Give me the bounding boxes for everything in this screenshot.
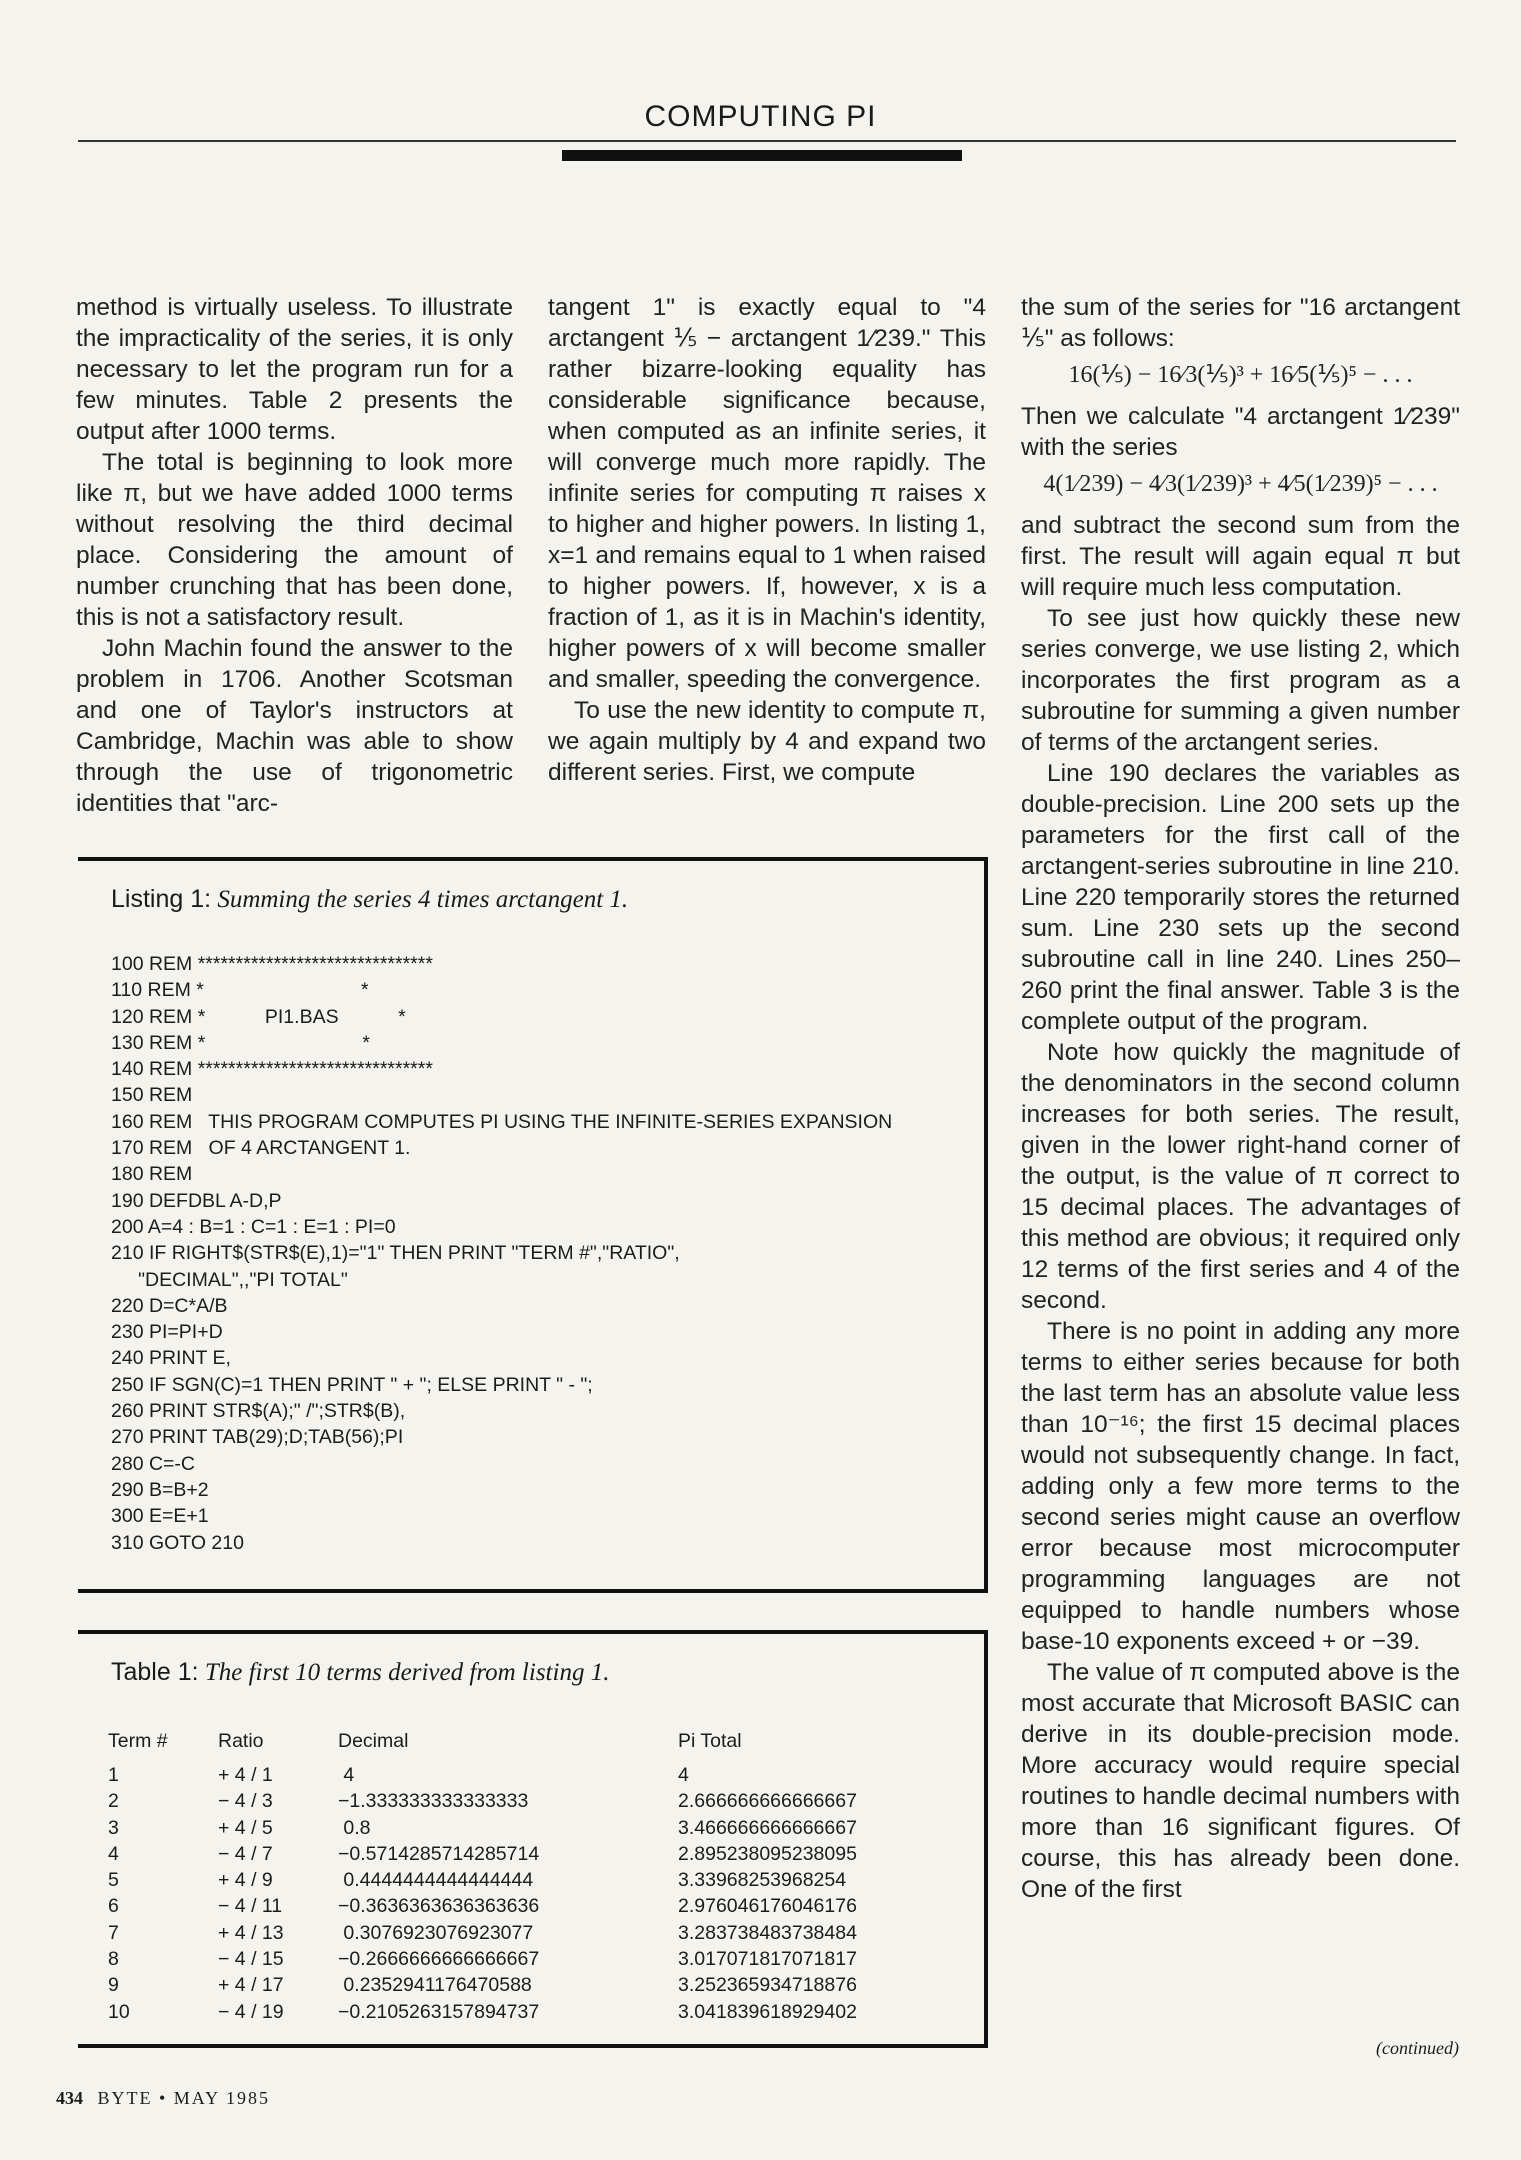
paragraph: Note how quickly the magnitude of the denominators in the second column increases for both series. The result, given in the lower right-hand corner of the output, is the value of π correct to 15 decimal places. The advantages of this method are obvious; it required only 12 terms of the first series and 4 of the second. [1021, 1039, 1460, 1314]
table-cell: 8 [108, 1948, 119, 1971]
paragraph: There is no point in adding any more terms to either series because for both the last term has an absolute value less than 10⁻¹⁶; the first 15 decimal places would not subsequently change. In fact, adding only a few more terms to the second series might cause an overflow error because most microcomputer programming languages are not equipped to handle numbers whose base-10 exponents exceed + or −39. [1021, 1318, 1460, 1655]
table-row [108, 1790, 968, 1816]
paragraph: To use the new identity to compute π, we again multiply by 4 and expand two different series. First, we compute [548, 697, 986, 786]
column-header: Term # [108, 1730, 168, 1752]
table-cell: 1 [108, 1764, 119, 1786]
code-line: "DECIMAL",,"PI TOTAL" [111, 1268, 348, 1291]
listing-caption [111, 885, 628, 914]
continued-note: (continued) [1376, 2038, 1459, 2058]
paragraph: Line 190 declares the variables as double-precision. Line 200 sets up the parameters for the first call of the arctangent-series subroutine in line 210. Line 220 temporarily stores the returned sum. Line 230 sets up the second subroutine call in line 240. Lines 250–260 print the final answer. Table 3 is the complete output of the program. [1021, 760, 1460, 1035]
table-row [108, 1817, 968, 1843]
paragraph: John Machin found the answer to the problem in 1706. Another Scotsman and one of Taylor's instructors at Cambridge, Machin was able to show through the use of trigonometric identities that "arc- [76, 635, 513, 817]
table-cell: 3.017071817071817 [678, 1948, 857, 1971]
table-cell: + 4 / 17 [218, 1974, 284, 1997]
code-line: 300 E=E+1 [111, 1505, 209, 1528]
table-cell: − 4 / 15 [218, 1948, 284, 1971]
code-line: 150 REM [111, 1084, 193, 1107]
text-column-1 [76, 292, 513, 819]
data-table [108, 1730, 968, 2027]
table-cell: 3.33968253968254 [678, 1869, 847, 1892]
equation: 4(1⁄239) − 4⁄3(1⁄239)³ + 4⁄5(1⁄239)⁵ − . . . [1043, 471, 1438, 497]
code-line: 280 C=-C [111, 1452, 195, 1475]
header-rule [78, 140, 1456, 142]
table-cell: 10 [108, 2000, 130, 2023]
table-cell: + 4 / 9 [218, 1869, 273, 1892]
paragraph: tangent 1" is exactly equal to "4 arctangent ⅕ − arctangent 1⁄239." This rather bizarre-looking equality has considerable significance because, when computed as an infinite series, it will converge much more rapidly. The infinite series for computing π raises x to higher and higher powers. In listing 1, x=1 and remains equal to 1 when raised to higher powers. If, however, x is a fraction of 1, as it is in Machin's identity, higher powers of x will become smaller and smaller, speeding the convergence. [548, 294, 986, 693]
table-cell: 3.041839618929402 [678, 2000, 857, 2023]
code-line: 130 REM * * [111, 1031, 370, 1054]
code-line: 310 GOTO 210 [111, 1531, 244, 1554]
table-cell: −0.2105263157894737 [338, 2000, 540, 2023]
table-row [108, 1922, 968, 1948]
code-listing [111, 951, 892, 1556]
code-line: 170 REM OF 4 ARCTANGENT 1. [111, 1137, 411, 1160]
code-line: 200 A=4 : B=1 : C=1 : E=1 : PI=0 [111, 1215, 396, 1238]
page-footer [56, 2088, 270, 2109]
table-cell: 0.2352941176470588 [338, 1974, 532, 1997]
table-body [108, 1764, 968, 2027]
table-cell: 2.666666666666667 [678, 1790, 857, 1813]
listing-box [78, 857, 988, 1593]
paragraph: method is virtually useless. To illustrate the impracticality of the series, it is only necessary to let the program run for a few minutes. Table 2 presents the output after 1000 terms. [76, 294, 513, 445]
table-cell: 4 [108, 1842, 119, 1865]
code-line: 180 REM [111, 1163, 193, 1186]
text-column-2 [548, 292, 986, 788]
code-line: 240 PRINT E, [111, 1347, 231, 1370]
table-cell: + 4 / 1 [218, 1764, 273, 1786]
code-line: 140 REM ******************************* [111, 1058, 433, 1081]
paragraph: Then we calculate "4 arctangent 1⁄239" with the series [1021, 403, 1460, 461]
table-row [108, 1764, 968, 1790]
table-cell: 4 [338, 1764, 355, 1786]
code-line: 110 REM * * [111, 979, 369, 1002]
code-line: 260 PRINT STR$(A);" /";STR$(B), [111, 1400, 406, 1423]
table-row [108, 1869, 968, 1895]
table-row [108, 1948, 968, 1974]
table-cell: 3.283738483738484 [678, 1921, 857, 1944]
magazine-info: BYTE • MAY 1985 [97, 2088, 270, 2108]
table-cell: 7 [108, 1921, 119, 1944]
page-title: COMPUTING PI [644, 100, 877, 133]
listing-title: Summing the series 4 times arctangent 1. [217, 886, 629, 913]
column-header: Ratio [218, 1730, 264, 1752]
table-cell: −1.333333333333333 [338, 1790, 529, 1813]
code-line: 100 REM ******************************* [111, 953, 433, 975]
table-cell: −0.3636363636363636 [338, 1895, 540, 1918]
paragraph: To see just how quickly these new series converge, we use listing 2, which incorporates the first program as a subroutine for summing a given number of terms of the arctangent series. [1021, 605, 1460, 756]
table-cell: 0.4444444444444444 [338, 1869, 534, 1892]
paragraph: and subtract the second sum from the first. The result will again equal π but will require much less computation. [1021, 512, 1460, 601]
table-row [108, 1974, 968, 2000]
table-row [108, 1843, 968, 1869]
table-title: The first 10 terms derived from listing 1. [204, 1659, 610, 1686]
table-cell: + 4 / 5 [218, 1816, 273, 1839]
column-header: Pi Total [678, 1730, 742, 1752]
table-cell: 4 [678, 1764, 689, 1786]
table-cell: 3.466666666666667 [678, 1816, 857, 1839]
code-line: 160 REM THIS PROGRAM COMPUTES PI USING THE INFINITE-SERIES EXPANSION [111, 1110, 893, 1133]
code-line: 290 B=B+2 [111, 1478, 209, 1501]
table-cell: 0.3076923076923077 [338, 1921, 534, 1944]
paragraph: The total is beginning to look more like π, but we have added 1000 terms without resolving the third decimal place. Considering the amount of number crunching that has been done, this is not a satisfactory result. [76, 449, 513, 631]
table-cell: 3 [108, 1816, 119, 1839]
table-cell: − 4 / 19 [218, 2000, 284, 2023]
paragraph: the sum of the series for "16 arctangent ⅕" as follows: [1021, 294, 1460, 352]
paragraph: The value of π computed above is the most accurate that Microsoft BASIC can derive in its double-precision mode. More accuracy would require special routines to handle decimal numbers with more than 16 significant figures. Of course, this has already been done. One of the first [1021, 1659, 1460, 1903]
table-cell: + 4 / 13 [218, 1921, 284, 1944]
code-line: 230 PI=PI+D [111, 1321, 223, 1344]
table-cell: 9 [108, 1974, 119, 1997]
table-cell: −0.2666666666666667 [338, 1948, 540, 1971]
code-line: 220 D=C*A/B [111, 1294, 228, 1317]
table-cell: 5 [108, 1869, 119, 1892]
column-header: Decimal [338, 1730, 409, 1752]
table-cell: − 4 / 7 [218, 1842, 273, 1865]
table-cell: −0.5714285714285714 [338, 1842, 540, 1865]
table-cell: 3.252365934718876 [678, 1974, 857, 1997]
page-number: 434 [56, 2088, 83, 2108]
header-bar [562, 150, 962, 161]
table-cell: − 4 / 11 [218, 1895, 283, 1918]
equation: 16(⅕) − 16⁄3(⅕)³ + 16⁄5(⅕)⁵ − . . . [1068, 362, 1413, 388]
table-row [108, 2001, 968, 2027]
code-line: 210 IF RIGHT$(STR$(E),1)="1" THEN PRINT "TERM #","RATIO", [111, 1242, 680, 1265]
listing-label: Listing 1: [111, 885, 212, 913]
code-line: 190 DEFDBL A-D,P [111, 1189, 282, 1212]
code-line: 250 IF SGN(C)=1 THEN PRINT " + "; ELSE PRINT " - "; [111, 1373, 593, 1396]
table-row [108, 1895, 968, 1921]
code-line: 120 REM * PI1.BAS * [111, 1005, 406, 1028]
table-cell: 2.976046176046176 [678, 1895, 857, 1918]
table-header-row [108, 1730, 968, 1760]
table-caption [111, 1658, 609, 1687]
table-cell: 6 [108, 1895, 119, 1918]
code-line: 270 PRINT TAB(29);D;TAB(56);PI [111, 1426, 404, 1449]
table-cell: 2.895238095238095 [678, 1842, 857, 1865]
table-box [78, 1630, 988, 2048]
table-cell: − 4 / 3 [218, 1790, 273, 1813]
table-label: Table 1: [111, 1658, 199, 1686]
text-column-3 [1021, 292, 1460, 1905]
table-cell: 0.8 [338, 1816, 371, 1839]
table-cell: 2 [108, 1790, 119, 1813]
